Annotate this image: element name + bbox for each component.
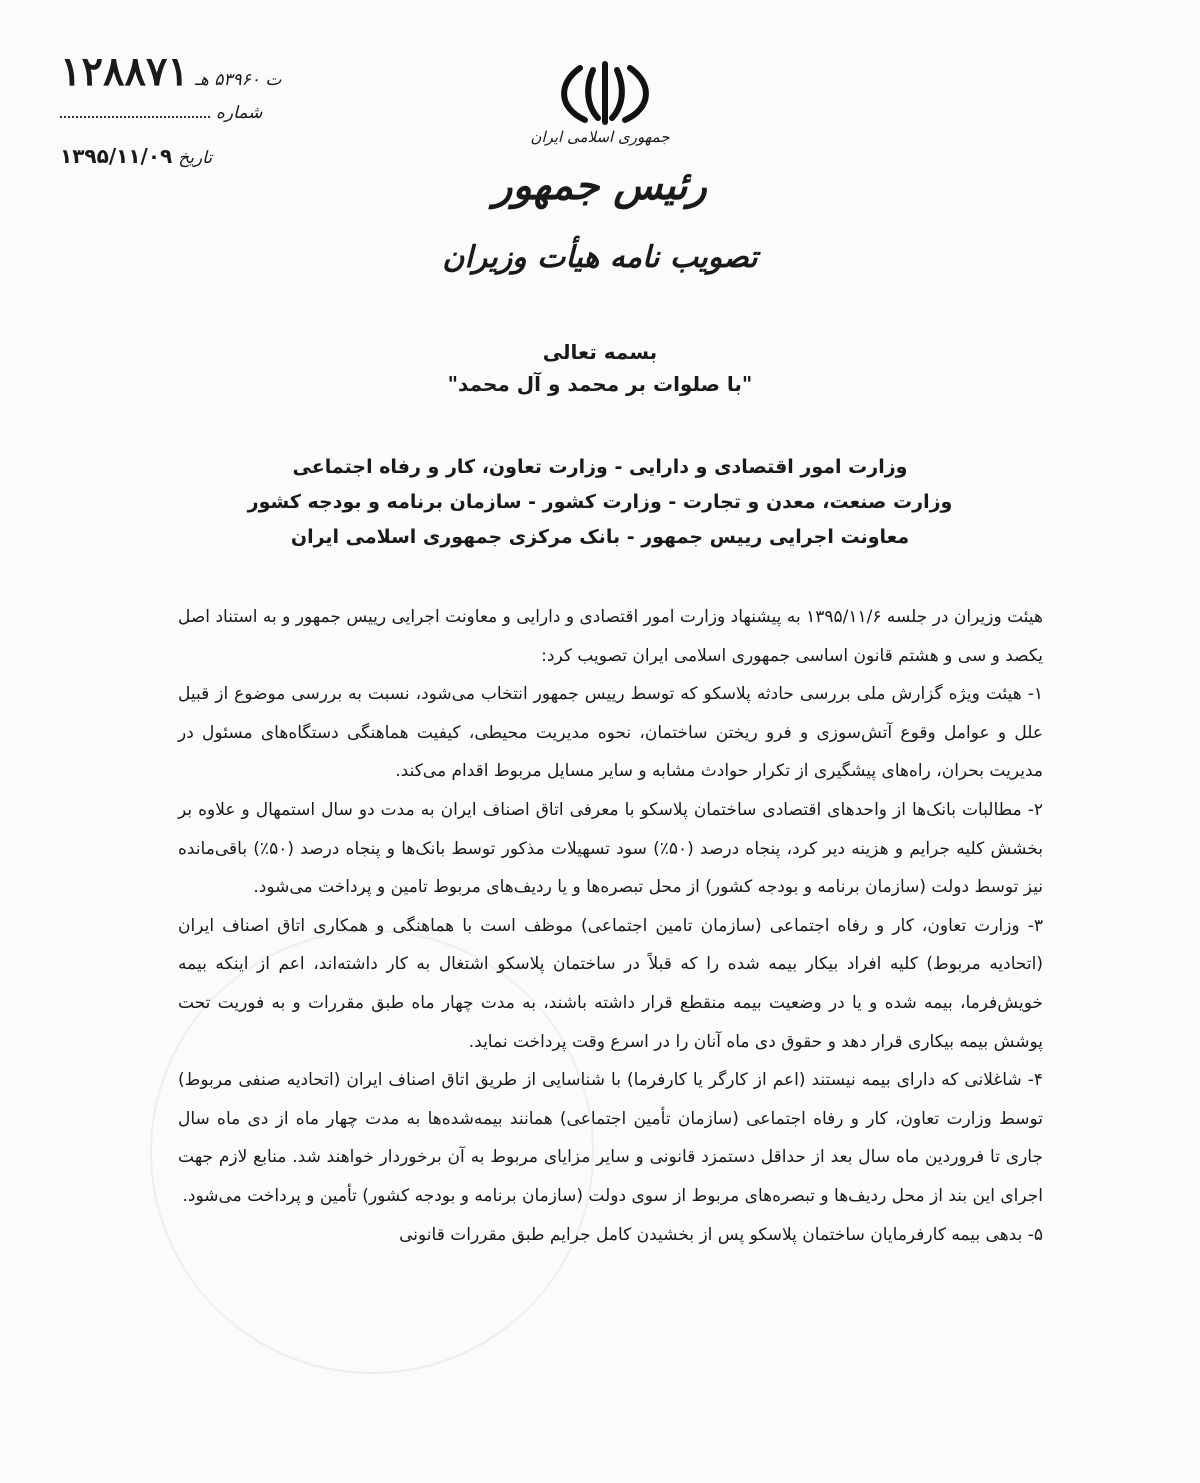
addressee-line: وزارت امور اقتصادی و دارایی - وزارت تعاون، کار و رفاه اجتماعی (292, 456, 908, 478)
number-dotted-line (60, 96, 210, 118)
number-label-row (60, 96, 360, 144)
letter-number-suffix: ت ۵۳۹۶۰ هـ (194, 70, 282, 90)
letter-number-row (60, 48, 360, 96)
decree-body (178, 598, 1043, 1254)
intro-paragraph: هیئت وزیران در جلسه ۱۳۹۵/۱۱/۶ به پیشنهاد وزارت امور اقتصادی و دارایی و معاونت اجرایی رییس جمهور و به استناد اصل یکصد و سی و هشتم قانون اساسی جمهوری اسلامی ایران تصویب کرد: (178, 607, 1043, 666)
number-label: شماره (216, 103, 263, 123)
addressees (200, 450, 1000, 555)
date-row (60, 144, 360, 192)
addressee-line: معاونت اجرایی رییس جمهور - بانک مرکزی جمهوری اسلامی ایران (290, 526, 910, 548)
clause-2: ۲- مطالبات بانک‌ها از واحدهای اقتصادی ساختمان پلاسکو با معرفی اتاق اصناف ایران به مدت دو سال استمهال و علاوه بر بخشش کلیه جرایم و هزینه دیر کرد، پنجاه درصد (۵۰٪) سود تسهیلات مذکور توسط بانک‌ها و پنجاه درصد (۵۰٪) باقی‌مانده نیز توسط دولت (سازمان برنامه و بودجه کشور) از محل تبصره‌ها و یا ردیف‌های مربوط تامین و پرداخت می‌شود. (178, 799, 1044, 898)
letter-meta (60, 48, 360, 192)
letter-number: ۱۲۸۸۷۱ (60, 48, 189, 95)
salavat: "با صلوات بر محمد و آل محمد" (447, 372, 753, 396)
date-label: تاریخ (178, 148, 213, 168)
bismillah: بسمه تعالی (542, 340, 658, 364)
clause-5: ۵- بدهی بیمه کارفرمایان ساختمان پلاسکو پس از بخشیدن کامل جرایم طبق مقررات قانونی (399, 1224, 1043, 1245)
clause-4: ۴- شاغلانی که دارای بیمه نیستند (اعم از کارگر یا کارفرما) با شناسایی از طریق اتاق اصناف ایران (اتحادیه صنفی مربوط) توسط وزارت تعاون، کار و رفاه اجتماعی (سازمان تأمین اجتماعی) همانند بیمه‌شده‌ها به مدت چهار ماه از دی ماه سال جاری تا فروردین ماه سال بعد از حداقل دستمزد قانونی و سایر مزایای مربوط به آن برخوردار خواهند شد. منابع لازم جهت اجرای این بند از محل ردیف‌ها و تبصره‌های مربوط از سوی دولت (سازمان برنامه و بودجه کشور) تأمین و پرداخت می‌شود. (178, 1070, 1043, 1206)
republic-title: جمهوری اسلامی ایران (530, 128, 670, 146)
clause-3: ۳- وزارت تعاون، کار و رفاه اجتماعی (سازمان تامین اجتماعی) موظف است با هماهنگی و همکاری اتاق اصناف ایران (اتحادیه مربوط) کلیه افراد بیکار بیمه شده را که قبلاً در ساختمان پلاسکو اشتغال به کار داشته‌اند، اعم از اینکه بیمه خویش‌فرما، بیمه شده و یا در وضعیت بیمه منقطع قرار داشته باشند، به مدت چهار ماه طبق مقررات و به فوریت تحت پوشش بیمه بیکاری قرار دهد و حقوق دی ماه آنان را در اسرع وقت پرداخت نماید. (178, 915, 1043, 1052)
president-title: رئیس جمهور (493, 162, 707, 209)
addressee-line: وزارت صنعت، معدن و تجارت - وزارت کشور - سازمان برنامه و بودجه کشور (247, 491, 953, 513)
iran-emblem-icon (540, 58, 670, 128)
clause-1: ۱- هیئت ویژه گزارش ملی بررسی حادثه پلاسکو که توسط رییس جمهور انتخاب می‌شود، نسبت به بررسی موضوع از قبیل علل و عوامل وقوع آتش‌سوزی و فرو ریختن ساختمان، نحوه مدیریت محیطی، کیفیت هماهنگی دستگاه‌های مسئول در مدیریت بحران، راه‌های پیشگیری از تکرار حوادث مشابه و سایر مسایل مربوط اقدام می‌کند. (178, 684, 1043, 782)
cabinet-title: تصویب نامه هیأت وزیران (442, 240, 758, 275)
date-value: ۱۳۹۵/۱۱/۰۹ (60, 144, 173, 168)
